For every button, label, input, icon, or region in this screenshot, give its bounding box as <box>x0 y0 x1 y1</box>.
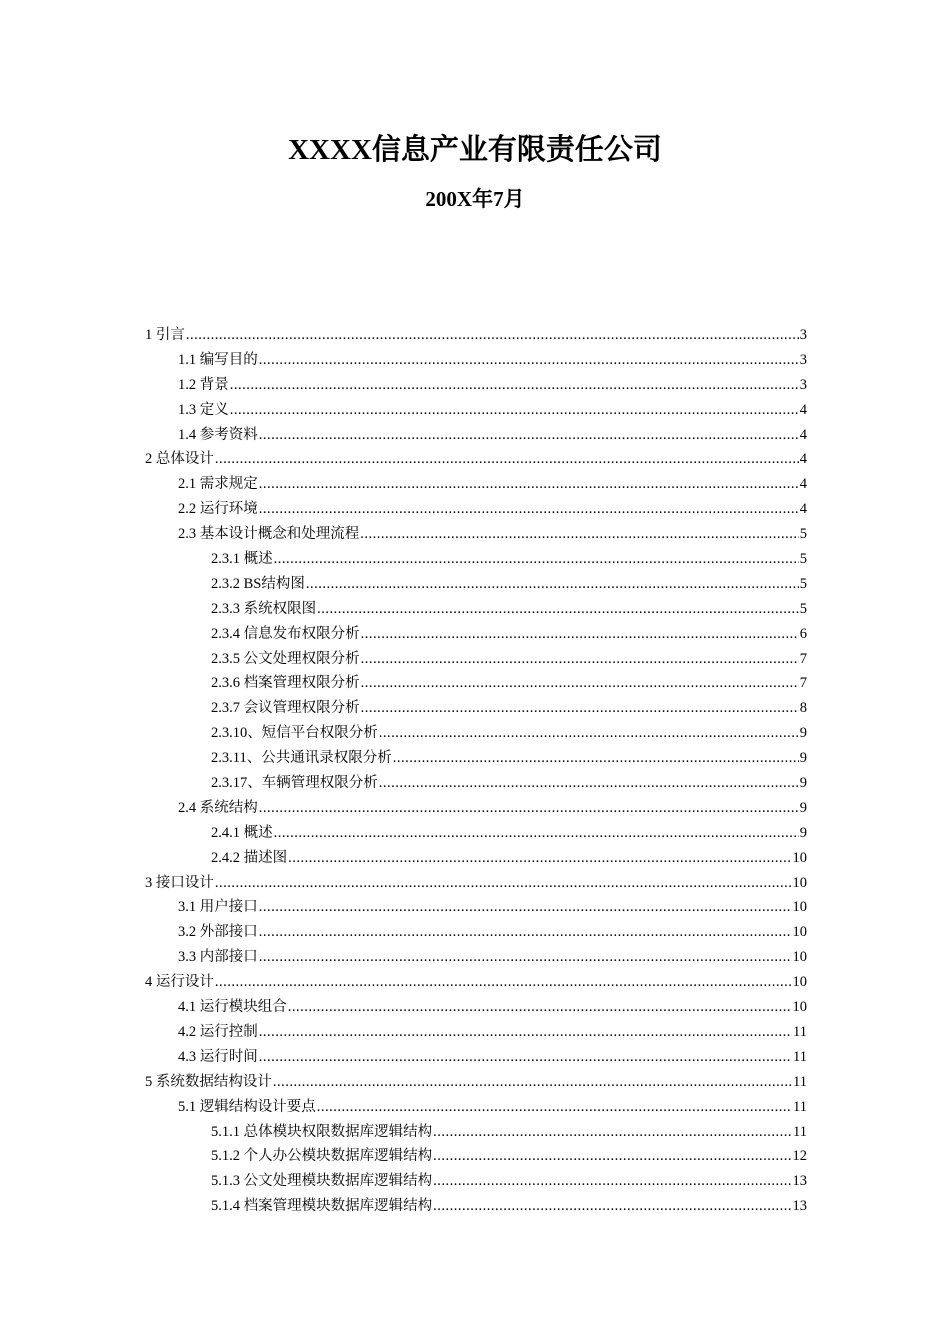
toc-entry-page-number: 9 <box>799 824 807 841</box>
toc-entry[interactable] <box>145 597 807 622</box>
toc-dot-leader <box>433 1120 792 1145</box>
toc-entry-title: 5 系统数据结构设计 <box>145 1073 272 1090</box>
toc-dot-leader <box>259 895 792 920</box>
toc-dot-leader <box>306 572 799 597</box>
toc-entry-title: 2.3.17、车辆管理权限分析 <box>211 775 378 792</box>
toc-entry[interactable] <box>145 622 807 647</box>
toc-entry-title: 2.3.5 公文处理权限分析 <box>211 650 360 667</box>
toc-entry-title: 1.1 编写目的 <box>178 351 258 368</box>
toc-entry-title: 2.3.3 系统权限图 <box>211 600 317 617</box>
toc-entry-page-number: 10 <box>792 949 807 966</box>
toc-entry[interactable] <box>145 970 807 995</box>
document-date: 200X年7月 <box>425 187 525 211</box>
toc-entry-page-number: 9 <box>799 775 807 792</box>
toc-entry[interactable] <box>145 1045 807 1070</box>
toc-entry-page-number: 12 <box>792 1148 807 1165</box>
toc-entry-page-number: 10 <box>792 849 807 866</box>
toc-dot-leader <box>259 472 799 497</box>
toc-entry-page-number: 4 <box>799 426 807 443</box>
toc-entry-page-number: 3 <box>799 376 807 393</box>
toc-entry-page-number: 6 <box>799 625 807 642</box>
toc-entry-page-number: 10 <box>792 999 807 1016</box>
toc-entry[interactable] <box>145 696 807 721</box>
toc-entry-title: 3.2 外部接口 <box>178 924 258 941</box>
toc-dot-leader <box>317 1095 792 1120</box>
toc-entry-page-number: 10 <box>792 924 807 941</box>
toc-entry-page-number: 9 <box>799 725 807 742</box>
toc-entry[interactable] <box>145 995 807 1020</box>
toc-entry-title: 4.2 运行控制 <box>178 1023 258 1040</box>
toc-entry-page-number: 11 <box>793 1048 807 1065</box>
toc-entry-title: 1.2 背景 <box>178 376 229 393</box>
toc-entry-page-number: 5 <box>799 600 807 617</box>
toc-entry-title: 2.3 基本设计概念和处理流程 <box>178 526 360 543</box>
toc-dot-leader <box>379 771 799 796</box>
toc-entry[interactable] <box>145 746 807 771</box>
toc-entry-page-number: 10 <box>792 974 807 991</box>
toc-entry-page-number: 5 <box>799 575 807 592</box>
toc-entry-title: 5.1 逻辑结构设计要点 <box>178 1098 316 1115</box>
toc-entry[interactable] <box>145 1020 807 1045</box>
toc-entry[interactable] <box>145 945 807 970</box>
toc-dot-leader <box>186 323 799 348</box>
toc-entry[interactable] <box>145 846 807 871</box>
toc-entry[interactable] <box>145 920 807 945</box>
toc-entry[interactable] <box>145 1194 807 1219</box>
toc-entry[interactable] <box>145 423 807 448</box>
table-of-contents <box>145 323 807 1219</box>
toc-entry-page-number: 4 <box>799 476 807 493</box>
toc-dot-leader <box>379 721 799 746</box>
toc-entry-title: 4.1 运行模块组合 <box>178 999 287 1016</box>
toc-entry-title: 2.3.10、短信平台权限分析 <box>211 725 378 742</box>
toc-entry[interactable] <box>145 1169 807 1194</box>
toc-dot-leader <box>259 423 799 448</box>
toc-entry[interactable] <box>145 671 807 696</box>
toc-entry-title: 2.3.11、公共通讯录权限分析 <box>211 750 392 767</box>
toc-entry-title: 2.3.4 信息发布权限分析 <box>211 625 360 642</box>
toc-entry-page-number: 3 <box>799 351 807 368</box>
toc-entry[interactable] <box>145 1120 807 1145</box>
toc-entry[interactable] <box>145 1144 807 1169</box>
toc-entry-page-number: 13 <box>792 1198 807 1215</box>
toc-dot-leader <box>361 622 799 647</box>
toc-entry[interactable] <box>145 647 807 672</box>
toc-dot-leader <box>288 846 791 871</box>
toc-entry-title: 5.1.3 公文处理模块数据库逻辑结构 <box>211 1173 433 1190</box>
toc-dot-leader <box>361 647 799 672</box>
toc-entry-page-number: 4 <box>799 501 807 518</box>
toc-entry[interactable] <box>145 447 807 472</box>
toc-entry[interactable] <box>145 373 807 398</box>
toc-dot-leader <box>259 1020 792 1045</box>
toc-dot-leader <box>215 871 792 896</box>
toc-entry-title: 3.1 用户接口 <box>178 899 258 916</box>
toc-entry-title: 1 引言 <box>145 327 185 343</box>
toc-dot-leader <box>361 671 799 696</box>
toc-dot-leader <box>259 945 792 970</box>
toc-entry[interactable] <box>145 895 807 920</box>
toc-entry-title: 2.4.1 概述 <box>211 824 273 841</box>
toc-entry-page-number: 9 <box>799 799 807 816</box>
toc-entry-title: 2.3.2 BS结构图 <box>211 575 305 592</box>
toc-entry-title: 5.1.2 个人办公模块数据库逻辑结构 <box>211 1148 433 1165</box>
toc-dot-leader <box>274 547 799 572</box>
toc-entry-title: 2.4.2 描述图 <box>211 849 288 866</box>
toc-entry-page-number: 11 <box>793 1023 807 1040</box>
toc-dot-leader <box>433 1144 791 1169</box>
toc-dot-leader <box>259 920 792 945</box>
toc-entry-page-number: 8 <box>799 700 807 717</box>
toc-entry-title: 4 运行设计 <box>145 974 214 991</box>
toc-entry-page-number: 10 <box>792 899 807 916</box>
toc-entry-page-number: 5 <box>799 526 807 543</box>
toc-dot-leader <box>259 1045 792 1070</box>
toc-entry-title: 1.3 定义 <box>178 401 229 418</box>
toc-entry-page-number: 7 <box>799 675 807 692</box>
toc-dot-leader <box>259 796 799 821</box>
toc-entry[interactable] <box>145 771 807 796</box>
toc-dot-leader <box>317 597 799 622</box>
toc-entry[interactable] <box>145 796 807 821</box>
toc-entry-title: 1.4 参考资料 <box>178 426 258 443</box>
toc-entry-title: 2.3.7 会议管理权限分析 <box>211 700 360 717</box>
toc-dot-leader <box>361 696 799 721</box>
toc-entry[interactable] <box>145 497 807 522</box>
toc-entry[interactable] <box>145 821 807 846</box>
toc-dot-leader <box>360 522 799 547</box>
toc-entry-title: 2.3.1 概述 <box>211 551 273 568</box>
toc-entry-page-number: 11 <box>793 1123 807 1140</box>
toc-entry-page-number: 4 <box>799 401 807 418</box>
toc-entry[interactable] <box>145 348 807 373</box>
toc-entry-page-number: 11 <box>793 1073 807 1090</box>
toc-entry[interactable] <box>145 1095 807 1120</box>
toc-entry-page-number: 10 <box>792 874 807 891</box>
toc-dot-leader <box>259 497 799 522</box>
toc-entry[interactable] <box>145 323 807 348</box>
toc-entry-page-number: 4 <box>799 451 807 468</box>
toc-dot-leader <box>215 970 792 995</box>
toc-dot-leader <box>274 821 799 846</box>
toc-dot-leader <box>288 995 792 1020</box>
toc-entry-page-number: 13 <box>792 1173 807 1190</box>
toc-dot-leader <box>433 1194 791 1219</box>
toc-entry[interactable] <box>145 721 807 746</box>
toc-entry-title: 3 接口设计 <box>145 874 214 891</box>
toc-entry-page-number: 11 <box>793 1098 807 1115</box>
toc-dot-leader <box>215 447 799 472</box>
toc-dot-leader <box>273 1070 792 1095</box>
toc-entry-title: 2.3.6 档案管理权限分析 <box>211 675 360 692</box>
toc-entry[interactable] <box>145 547 807 572</box>
toc-dot-leader <box>230 373 799 398</box>
toc-dot-leader <box>230 398 799 423</box>
toc-entry-title: 2.2 运行环境 <box>178 501 258 518</box>
toc-entry[interactable] <box>145 572 807 597</box>
toc-entry-page-number: 3 <box>799 327 807 343</box>
toc-entry[interactable] <box>145 398 807 423</box>
toc-dot-leader <box>259 348 799 373</box>
toc-entry[interactable] <box>145 1070 807 1095</box>
toc-entry-title: 2.4 系统结构 <box>178 799 258 816</box>
toc-entry-title: 5.1.4 档案管理模块数据库逻辑结构 <box>211 1198 433 1215</box>
toc-entry-title: 2 总体设计 <box>145 451 214 468</box>
toc-entry-page-number: 5 <box>799 551 807 568</box>
toc-entry-title: 2.1 需求规定 <box>178 476 258 493</box>
toc-entry-title: 4.3 运行时间 <box>178 1048 258 1065</box>
toc-entry[interactable] <box>145 522 807 547</box>
toc-entry-title: 3.3 内部接口 <box>178 949 258 966</box>
toc-entry-page-number: 7 <box>799 650 807 667</box>
toc-dot-leader <box>433 1169 791 1194</box>
toc-entry-title: 5.1.1 总体模块权限数据库逻辑结构 <box>211 1123 433 1140</box>
toc-dot-leader <box>393 746 799 771</box>
document-title: XXXX信息产业有限责任公司 <box>288 134 662 166</box>
toc-entry[interactable] <box>145 871 807 896</box>
toc-entry[interactable] <box>145 472 807 497</box>
toc-entry-page-number: 9 <box>799 750 807 767</box>
